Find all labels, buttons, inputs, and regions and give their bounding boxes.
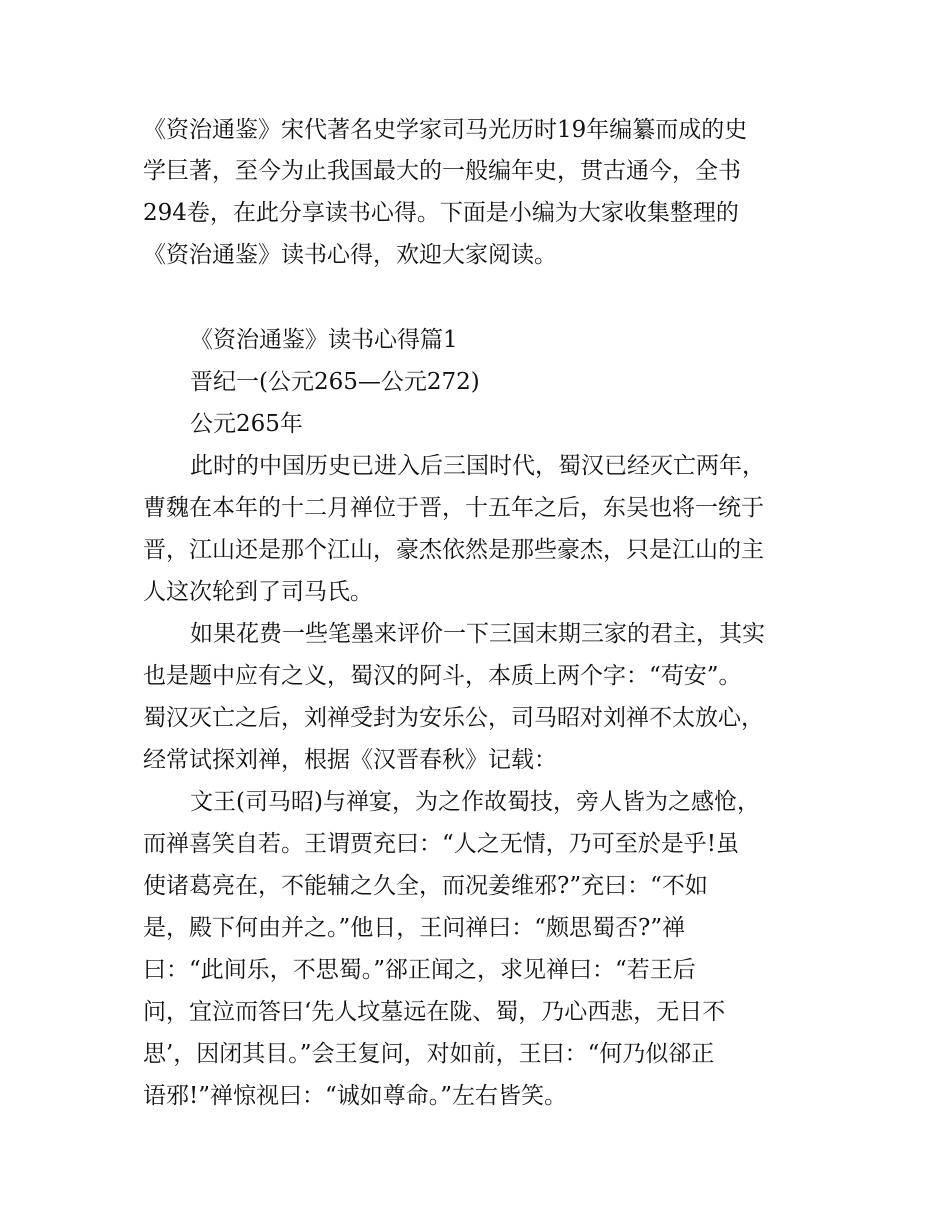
- paragraph-line: 使诸葛亮在，不能辅之久全，而况姜维邪?”充曰：“不如: [143, 873, 708, 899]
- paragraph-line: 也是题中应有之义，蜀汉的阿斗，本质上两个字：“苟安”。: [143, 663, 742, 689]
- paragraph-line: 此时的中国历史已进入后三国时代，蜀汉已经灭亡两年，: [190, 453, 765, 479]
- paragraph-line: 文王(司马昭)与禅宴，为之作故蜀技，旁人皆为之感怆，: [190, 789, 760, 815]
- paragraph-line: 人这次轮到了司马氏。: [143, 579, 373, 605]
- intro-line: 学巨著，至今为止我国最大的一般编年史，贯古通今，全书: [143, 158, 741, 184]
- era-heading: 晋纪一(公元265—公元272): [190, 369, 480, 395]
- paragraph-line: 问，宜泣而答曰‘先人坟墓远在陇、蜀，乃心西悲，无日不: [143, 999, 726, 1025]
- paragraph-line: 是，殿下何由并之。”他日，王问禅曰：“颇思蜀否?”禅: [143, 915, 686, 941]
- paragraph-line: 曰：“此间乐，不思蜀。”郤正闻之，求见禅曰：“若王后: [143, 957, 696, 983]
- paragraph-line: 语邪!”禅惊视曰：“诚如尊命。”左右皆笑。: [143, 1083, 568, 1109]
- paragraph-line: 而禅喜笑自若。王谓贾充曰：“人之无情，乃可至於是乎!虽: [143, 831, 740, 857]
- article-title: 《资治通鉴》读书心得篇1: [190, 327, 458, 353]
- intro-line: 《资治通鉴》读书心得，欢迎大家阅读。: [143, 242, 557, 268]
- paragraph-line: 思’，因闭其目。”会王复问，对如前，王曰：“何乃似郤正: [143, 1041, 715, 1067]
- intro-line: 《资治通鉴》宋代著名史学家司马光历时19年编纂而成的史: [143, 117, 748, 143]
- intro-line: 294卷，在此分享读书心得。下面是小编为大家收集整理的: [143, 200, 739, 226]
- paragraph-line: 蜀汉灭亡之后，刘禅受封为安乐公，司马昭对刘禅不太放心，: [143, 705, 764, 731]
- paragraph-line: 经常试探刘禅，根据《汉晋春秋》记载：: [143, 747, 557, 773]
- year-heading: 公元265年: [190, 411, 303, 437]
- paragraph-line: 曹魏在本年的十二月禅位于晋，十五年之后，东吴也将一统于: [143, 495, 764, 521]
- paragraph-line: 如果花费一些笔墨来评价一下三国末期三家的君主，其实: [190, 621, 765, 647]
- paragraph-line: 晋，江山还是那个江山，豪杰依然是那些豪杰，只是江山的主: [143, 537, 764, 563]
